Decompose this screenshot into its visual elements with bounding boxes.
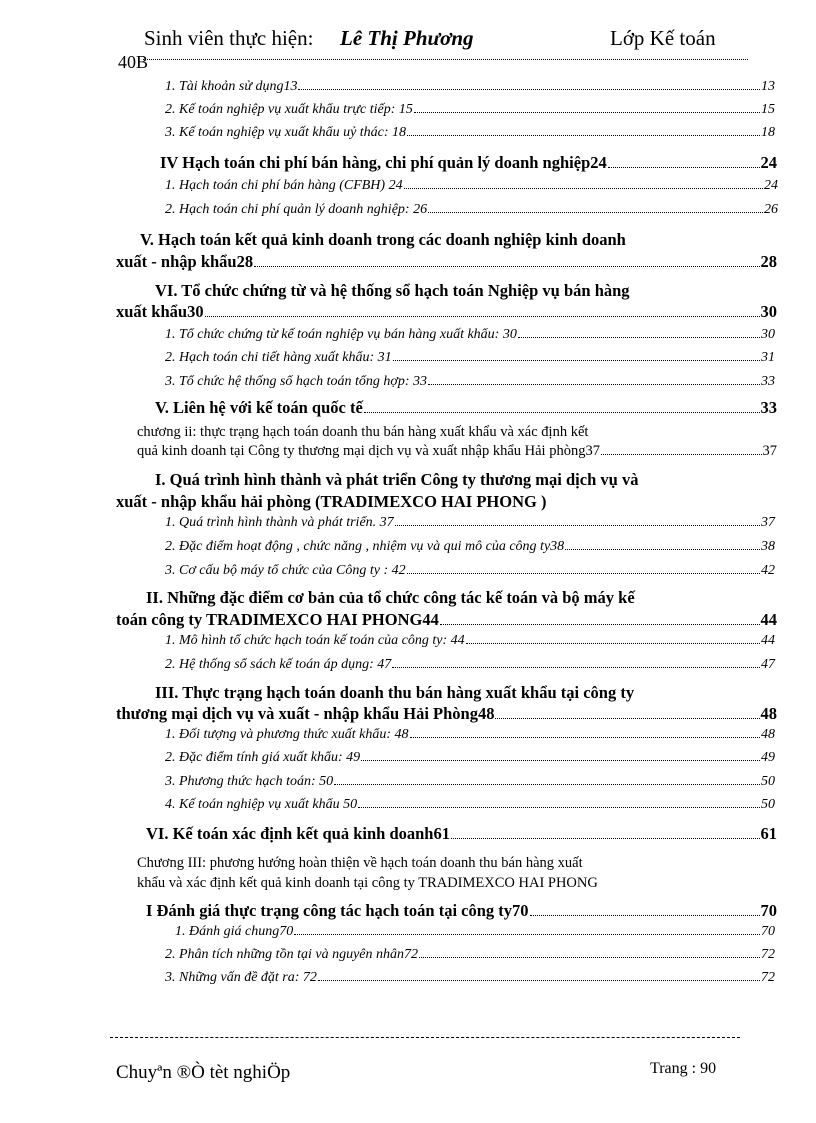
toc-entry: I Đánh giá thực trạng công tác hạch toán tại công ty70 70 — [146, 901, 777, 920]
toc-entry: 1. Quá trình hình thành và phát triển. 37 37 — [165, 515, 775, 530]
toc-entry: 2. Hạch toán chi tiết hàng xuất khẩu: 31 31 — [165, 350, 775, 365]
toc-entry: 4. Kế toán nghiệp vụ xuất khẩu 50 50 — [165, 797, 775, 812]
page-number: Trang : 90 — [650, 1060, 717, 1077]
toc-entry: 3. Cơ cấu bộ máy tổ chức của Công ty : 42 42 — [165, 563, 775, 578]
toc-entry: 2. Hệ thống sổ sách kế toán áp dụng: 47 47 — [165, 657, 775, 672]
class-label-cont: 40B — [118, 52, 149, 72]
toc-entry: xuất - nhập khẩu hải phòng (TRADIMEXCO HAI PHONG ) — [116, 492, 547, 511]
toc-entry: thương mại dịch vụ và xuất - nhập khẩu Hải Phòng48 48 — [116, 704, 777, 723]
toc-entry: 2. Đặc điểm hoạt động , chức năng , nhiệm vụ và qui mô của công ty38 38 — [165, 539, 775, 554]
toc-entry: 3. Phương thức hạch toán: 50 50 — [165, 774, 775, 789]
toc-entry-line: II. Những đặc điểm cơ bản của tổ chức công tác kế toán và bộ máy kế — [146, 588, 635, 607]
toc-entry: 1. Tài khoản sử dụng13 13 — [165, 79, 775, 94]
footer-title: Chuyªn ®Ò tèt nghiÖp — [116, 1062, 291, 1083]
toc-entry-line: V. Hạch toán kết quả kinh doanh trong các doanh nghiệp kinh doanh — [140, 230, 626, 249]
toc-entry-line: VI. Tổ chức chứng từ và hệ thống sổ hạch toán Nghiệp vụ bán hàng — [155, 281, 630, 300]
toc-entry-line: III. Thực trạng hạch toán doanh thu bán hàng xuất khẩu tại công ty — [155, 683, 635, 702]
toc-entry-line: I. Quá trình hình thành và phát triển Công ty thương mại dịch vụ và — [155, 470, 639, 489]
toc-entry: 1. Tổ chức chứng từ kế toán nghiệp vụ bán hàng xuất khẩu: 30 30 — [165, 327, 775, 342]
toc-entry: 3. Những vấn đề đặt ra: 72 72 — [165, 970, 775, 985]
page-header — [118, 26, 754, 72]
header-divider — [143, 59, 748, 60]
class-label: Lớp Kế toán — [610, 26, 716, 50]
footer-divider — [110, 1037, 740, 1038]
toc-entry: toán công ty TRADIMEXCO HAI PHONG44 44 — [116, 610, 777, 629]
toc-entry: 1. Hạch toán chi phí bán hàng (CFBH) 24 24 — [165, 178, 778, 193]
toc-entry: 2. Phân tích những tồn tại và nguyên nhân72 72 — [165, 947, 775, 962]
toc-entry: 3. Kế toán nghiệp vụ xuất khẩu uỷ thác: 18 18 — [165, 125, 775, 140]
toc-entry: 2. Đặc điểm tính giá xuất khẩu: 49 49 — [165, 750, 775, 765]
toc-entry: 2. Hạch toán chi phí quản lý doanh nghiệp: 26 26 — [165, 202, 778, 217]
toc-entry: 1. Mô hình tổ chức hạch toán kế toán của công ty: 44 44 — [165, 633, 775, 648]
toc-entry: VI. Kế toán xác định kết quả kinh doanh61 61 — [146, 824, 777, 843]
toc-entry: quả kinh doanh tại Công ty thương mại dịch vụ và xuất nhập khẩu Hải phòng37 37 — [137, 443, 777, 459]
student-label: Sinh viên thực hiện: — [144, 26, 314, 50]
toc-entry-line: Chương III: phương hướng hoàn thiện về hạch toán doanh thu bán hàng xuất — [137, 855, 583, 871]
toc-entry: 1. Đối tượng và phương thức xuất khẩu: 48 48 — [165, 727, 775, 742]
toc-entry: 2. Kế toán nghiệp vụ xuất khẩu trực tiếp: 15 15 — [165, 102, 775, 117]
toc-entry: xuất khẩu30 30 — [116, 302, 777, 321]
toc-entry: 1. Đánh giá chung70 70 — [175, 924, 775, 939]
toc-entry-line: chương ii: thực trạng hạch toán doanh thu bán hàng xuất khẩu và xác định kết — [137, 424, 589, 440]
toc-entry: xuất - nhập khẩu28 28 — [116, 252, 777, 271]
student-name: Lê Thị Phương — [340, 26, 474, 50]
toc-entry: IV Hạch toán chi phí bán hàng, chi phí quản lý doanh nghiệp24 24 — [160, 153, 777, 172]
toc-entry: 3. Tổ chức hệ thống sổ hạch toán tổng hợp: 33 33 — [165, 374, 775, 389]
toc-entry: V. Liên hệ với kế toán quốc tế 33 — [155, 398, 777, 417]
toc-entry: khẩu và xác định kết quả kinh doanh tại công ty TRADIMEXCO HAI PHONG — [137, 875, 598, 891]
